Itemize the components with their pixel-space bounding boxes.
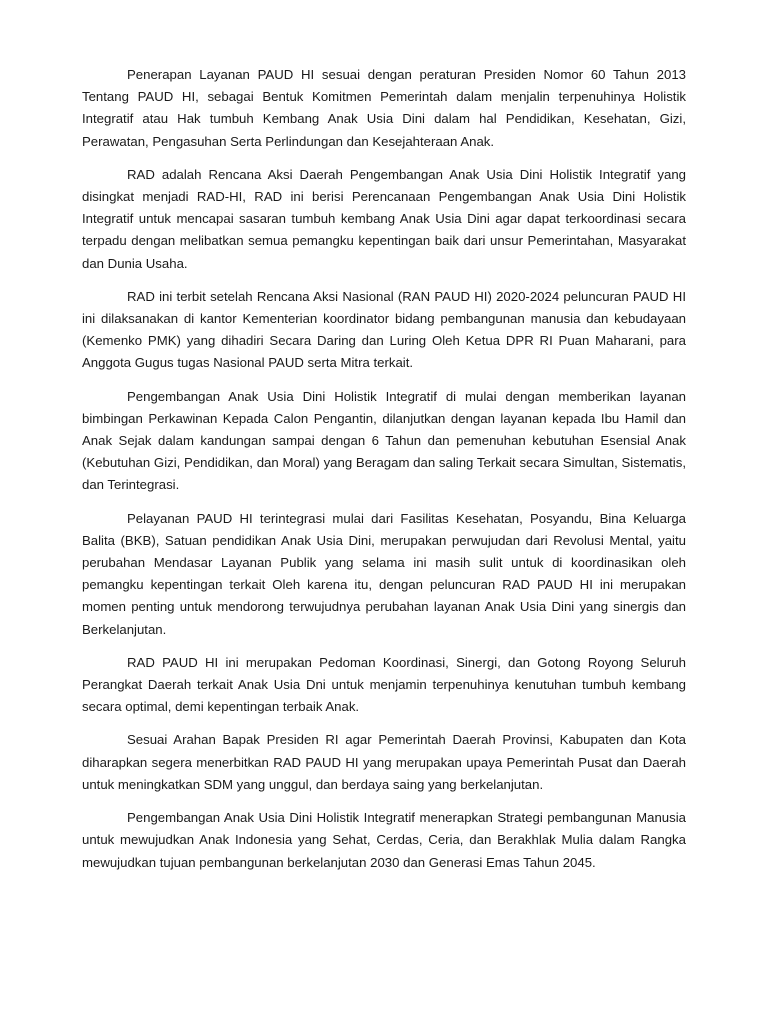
paragraph-5: Pelayanan PAUD HI terintegrasi mulai dari Fasilitas Kesehatan, Posyandu, Bina Keluarga Balita (BKB), Satuan pendidikan Anak Usia Dini, merupakan perwujudan dari Revolusi Mental, yaitu perubahan Mendasar Layanan Publik yang selama ini masih sulit untuk di koordinasikan oleh pemangku kepentingan terkait Oleh karena itu, dengan peluncuran RAD PAUD HI ini merupakan momen penting untuk mendorong terwujudnya perubahan layanan Anak Usia Dini yang sinergis dan Berkelanjutan. (82, 510, 686, 637)
paragraph-6: RAD PAUD HI ini merupakan Pedoman Koordinasi, Sinergi, dan Gotong Royong Seluruh Perangkat Daerah terkait Anak Usia Dni untuk menjamin terpenuhinya kenutuhan tumbuh kembang secara optimal, demi kepentingan terbaik Anak. (82, 654, 686, 715)
paragraph-8: Pengembangan Anak Usia Dini Holistik Integratif menerapkan Strategi pembangunan Manusia untuk mewujudkan Anak Indonesia yang Sehat, Cerdas, Ceria, dan Berakhlak Mulia dalam Rangka mewujudkan tujuan pembangunan berkelanjutan 2030 dan Generasi Emas Tahun 2045. (82, 810, 686, 870)
paragraph-4: Pengembangan Anak Usia Dini Holistik Integratif di mulai dengan memberikan layanan bimbingan Perkawinan Kepada Calon Pengantin, dilanjutkan dengan layanan kepada Ibu Hamil dan Anak Sejak dalam kandungan sampai dengan 6 Tahun dan pemenuhan kebutuhan Esensial Anak (Kebutuhan Gizi, Pendidikan, dan Moral) yang Beragam dan saling Terkait secara Simultan, Sistematis, dan Terintegrasi. (82, 388, 686, 493)
paragraph-2: RAD adalah Rencana Aksi Daerah Pengembangan Anak Usia Dini Holistik Integratif yang disingkat menjadi RAD-HI, RAD ini berisi Perencanaan Pengembangan Anak Usia Dini Holistik Integratif untuk mencapai sasaran tumbuh kembang Anak Usia Dini agar dapat terkoordinasi secara terpadu dengan melibatkan semua pemangku kepentingan baik dari unsur Pemerintahan, Masyarakat dan Dunia Usaha. (82, 166, 686, 271)
paragraph-1: Penerapan Layanan PAUD HI sesuai dengan peraturan Presiden Nomor 60 Tahun 2013 Tentang PAUD HI, sebagai Bentuk Komitmen Pemerintah dalam menjalin terpenuhinya Holistik Integratif atau Hak tumbuh Kembang Anak Usia Dini dalam hal Pendidikan, Kesehatan, Gizi, Perawatan, Pengasuhan Serta Perlindungan dan Kesejahteraan Anak. (82, 67, 686, 149)
document-page (82, 64, 686, 885)
paragraph-7: Sesuai Arahan Bapak Presiden RI agar Pemerintah Daerah Provinsi, Kabupaten dan Kota diharapkan segera menerbitkan RAD PAUD HI yang merupakan upaya Pemerintah Pusat dan Daerah untuk meningkatkan SDM yang unggul, dan berdaya saing yang berkelanjutan. (82, 732, 686, 792)
paragraph-3: RAD ini terbit setelah Rencana Aksi Nasional (RAN PAUD HI) 2020-2024 peluncuran PAUD HI ini dilaksanakan di kantor Kementerian koordinator bidang pembangunan manusia dan kebudayaan (Kemenko PMK) yang dihadiri Secara Daring dan Luring Oleh Ketua DPR RI Puan Maharani, para Anggota Gugus tugas Nasional PAUD serta Mitra terkait. (82, 288, 686, 371)
